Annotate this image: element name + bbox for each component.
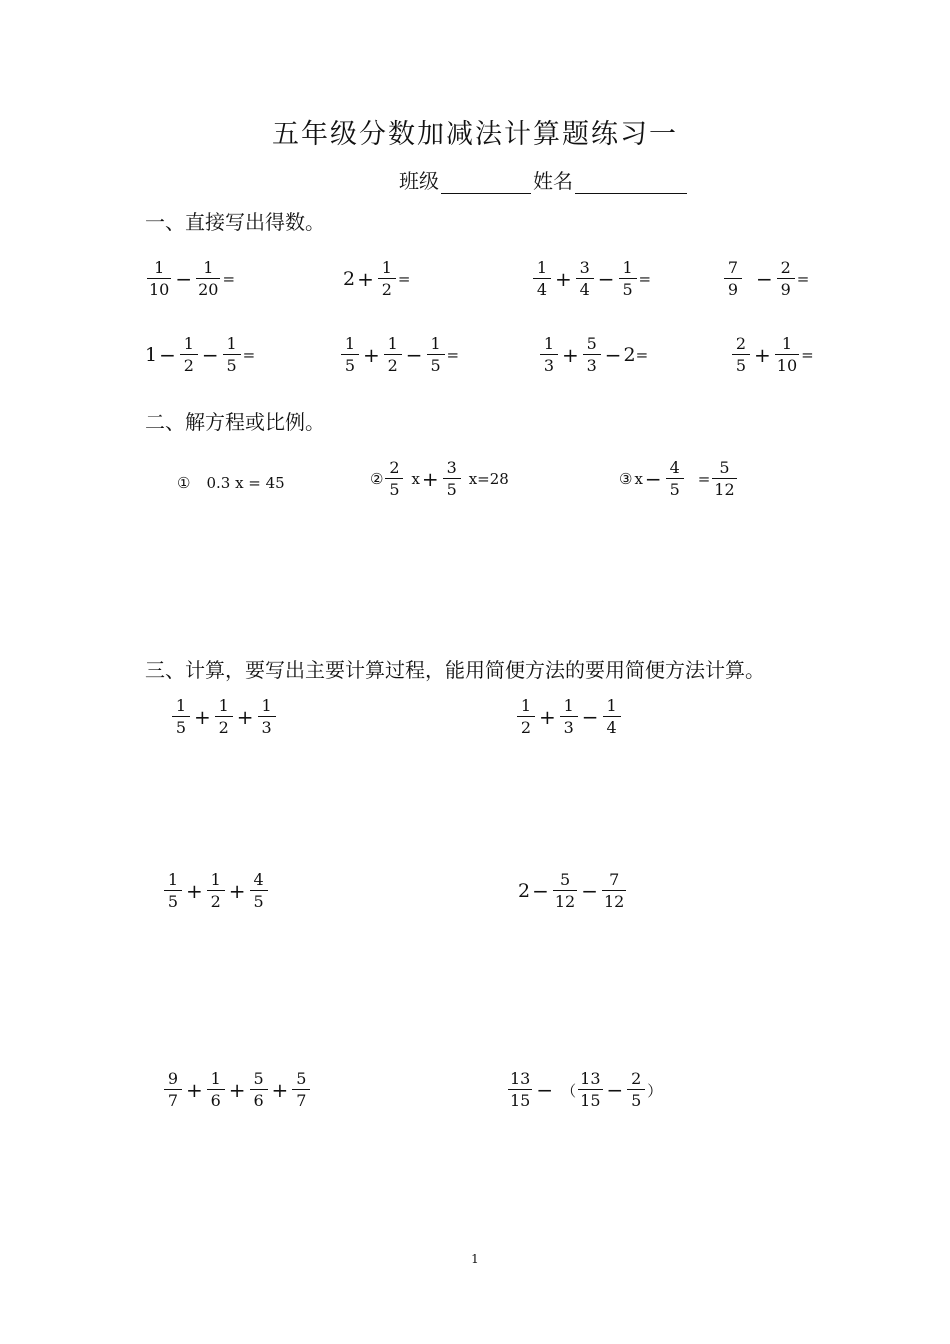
fraction: [712, 460, 736, 498]
numerator: 7: [727, 258, 739, 277]
operator: −: [604, 343, 622, 367]
operator: −: [532, 879, 549, 903]
fraction: [385, 460, 403, 498]
term: =: [697, 470, 711, 488]
denominator: 5: [164, 890, 182, 910]
term: =: [222, 270, 236, 288]
numerator: 5: [559, 870, 571, 889]
numerator: 1: [175, 696, 187, 715]
operator: −: [756, 267, 773, 291]
denominator: 2: [517, 716, 535, 736]
fraction: [627, 1071, 645, 1109]
numerator: 1: [167, 870, 179, 889]
fraction: [602, 872, 626, 910]
denominator: 5: [172, 716, 190, 736]
denominator: 3: [258, 716, 276, 736]
denominator: 6: [207, 1089, 225, 1109]
section-2-heading: 二、解方程或比例。: [145, 410, 325, 434]
operator: +: [357, 267, 374, 291]
term: ）: [647, 1081, 663, 1100]
term: x: [411, 470, 420, 488]
numerator: 5: [296, 1069, 307, 1088]
denominator: 5: [385, 478, 403, 498]
numerator: 1: [520, 696, 532, 715]
operator: −: [201, 343, 219, 367]
numerator: 1: [606, 696, 617, 715]
term: =: [446, 346, 460, 364]
problem-1b: [343, 260, 410, 298]
term: （: [561, 1081, 577, 1100]
numerator: 5: [253, 1069, 264, 1088]
section-1-heading: 一、直接写出得数。: [145, 210, 325, 234]
numerator: 1: [154, 258, 165, 277]
page-title: 五年级分数加减法计算题练习一: [272, 119, 678, 150]
denominator: 4: [576, 278, 594, 298]
problem-1g: [538, 336, 648, 374]
denominator: 3: [583, 354, 601, 374]
term: =28: [477, 470, 509, 488]
numerator: 1: [183, 334, 194, 353]
fraction: [378, 260, 396, 298]
numerator: 13: [580, 1069, 601, 1088]
denominator: 7: [292, 1089, 310, 1109]
operator: −: [581, 879, 598, 903]
equation-1: [177, 474, 285, 492]
term: 2: [343, 268, 356, 290]
denominator: 7: [164, 1089, 182, 1109]
numerator: 1: [203, 258, 214, 277]
numerator: 9: [167, 1069, 179, 1088]
denominator: 2: [215, 716, 233, 736]
term: =: [635, 346, 649, 364]
term: 2: [623, 344, 636, 366]
numerator: 1: [622, 258, 633, 277]
term: 0.3 x = 45: [206, 474, 285, 492]
student-info-line: [399, 165, 689, 194]
numerator: 7: [609, 870, 620, 889]
fraction: [215, 698, 233, 736]
fraction: [207, 872, 225, 910]
numerator: 5: [586, 334, 597, 353]
page-number: 1: [471, 1252, 479, 1266]
numerator: 1: [430, 334, 441, 353]
fraction: [560, 698, 578, 736]
denominator: 3: [560, 716, 578, 736]
term: x: [468, 470, 478, 488]
fraction: [341, 336, 359, 374]
denominator: 5: [341, 354, 359, 374]
fraction: [724, 260, 742, 298]
numerator: 1: [387, 334, 398, 353]
numerator: 4: [669, 458, 680, 477]
problem-3b: [515, 698, 623, 736]
denominator: 15: [580, 1091, 601, 1110]
operator: +: [539, 705, 556, 729]
problem-3a: [170, 698, 278, 736]
fraction: [164, 1071, 182, 1109]
operator: +: [186, 1078, 203, 1102]
fraction: [732, 336, 750, 374]
numerator: 1: [344, 334, 356, 353]
denominator: 5: [223, 354, 241, 374]
operator: −: [536, 1078, 554, 1102]
fraction: [427, 336, 445, 374]
denominator: 5: [443, 478, 461, 498]
fraction: [508, 1071, 532, 1109]
fraction: [576, 260, 594, 298]
denominator: 10: [776, 356, 798, 375]
denominator: 9: [724, 278, 742, 298]
numerator: 5: [719, 458, 730, 477]
fraction: [619, 260, 637, 298]
denominator: 6: [250, 1089, 268, 1109]
fraction: [540, 336, 558, 374]
operator: −: [644, 467, 662, 491]
numerator: 4: [253, 870, 264, 889]
denominator: 3: [540, 354, 558, 374]
denominator: 2: [180, 354, 198, 374]
denominator: 2: [384, 354, 402, 374]
denominator: 4: [533, 278, 551, 298]
term: ①: [177, 474, 191, 492]
denominator: 12: [714, 480, 735, 499]
numerator: 1: [261, 696, 272, 715]
denominator: 5: [627, 1089, 645, 1109]
numerator: 1: [218, 696, 229, 715]
numerator: 2: [631, 1069, 642, 1088]
denominator: 12: [603, 892, 625, 911]
operator: −: [175, 267, 193, 291]
fraction: [603, 698, 621, 736]
fraction: [517, 698, 535, 736]
fraction: [196, 260, 220, 298]
term: =: [801, 346, 814, 364]
operator: +: [271, 1078, 289, 1102]
fraction: [250, 1071, 268, 1109]
denominator: 9: [777, 278, 795, 298]
operator: +: [236, 705, 254, 729]
fraction: [223, 336, 241, 374]
denominator: 5: [250, 890, 268, 910]
denominator: 2: [378, 278, 396, 298]
numerator: 1: [543, 334, 555, 353]
operator: −: [597, 267, 615, 291]
denominator: 5: [427, 354, 445, 374]
numerator: 1: [226, 334, 237, 353]
problem-3e: [162, 1071, 312, 1109]
fraction: [583, 336, 601, 374]
operator: +: [228, 879, 246, 903]
denominator: 5: [732, 354, 750, 374]
term: =: [242, 346, 256, 364]
fraction: [180, 336, 198, 374]
operator: +: [555, 267, 572, 291]
problem-1d: [722, 260, 809, 298]
problem-1c: [531, 260, 651, 298]
operator: +: [194, 705, 211, 729]
fraction: [172, 698, 190, 736]
fraction: [533, 260, 551, 298]
numerator: 1: [210, 870, 221, 889]
numerator: 1: [536, 258, 548, 277]
problem-1h: [730, 336, 814, 374]
fraction: [147, 260, 171, 298]
numerator: 3: [579, 258, 590, 277]
numerator: 2: [780, 258, 791, 277]
class-blank[interactable]: [441, 171, 531, 194]
denominator: 5: [666, 478, 684, 498]
operator: +: [363, 343, 380, 367]
numerator: 1: [210, 1069, 221, 1088]
name-label: 姓名: [533, 169, 573, 193]
operator: +: [754, 343, 771, 367]
denominator: 4: [603, 716, 621, 736]
fraction: [777, 260, 795, 298]
problem-3d: [518, 872, 628, 910]
denominator: 10: [149, 280, 170, 299]
numerator: 2: [735, 334, 747, 353]
fraction: [164, 872, 182, 910]
fraction: [443, 460, 461, 498]
fraction: [250, 872, 268, 910]
section-3-heading: 三、计算，要写出主要计算过程，能用简便方法的要用简便方法计算。: [145, 658, 765, 682]
fraction: [292, 1071, 310, 1109]
denominator: 5: [619, 278, 637, 298]
fraction: [258, 698, 276, 736]
term: =: [796, 270, 810, 288]
operator: −: [159, 343, 176, 367]
term: 2: [518, 880, 531, 902]
operator: −: [581, 705, 599, 729]
denominator: 12: [554, 892, 576, 911]
fraction: [207, 1071, 225, 1109]
fraction: [553, 872, 577, 910]
denominator: 20: [198, 280, 219, 299]
operator: −: [405, 343, 423, 367]
numerator: 13: [510, 1069, 531, 1088]
operator: +: [562, 343, 579, 367]
fraction: [578, 1071, 602, 1109]
term: x: [634, 470, 643, 488]
denominator: 2: [207, 890, 225, 910]
numerator: 3: [446, 458, 457, 477]
problem-3c: [162, 872, 270, 910]
operator: +: [186, 879, 203, 903]
name-blank[interactable]: [575, 171, 687, 194]
operator: +: [228, 1078, 246, 1102]
problem-3f: [506, 1071, 662, 1109]
class-label: 班级: [399, 169, 439, 193]
term: ③: [619, 470, 633, 488]
problem-1e: [145, 336, 255, 374]
fraction: [384, 336, 402, 374]
operator: −: [606, 1078, 624, 1102]
term: ②: [370, 470, 384, 488]
problem-1a: [145, 260, 235, 298]
fraction: [775, 336, 799, 374]
equation-3: [619, 460, 739, 498]
operator: +: [421, 467, 439, 491]
numerator: 1: [381, 258, 392, 277]
fraction: [666, 460, 684, 498]
equation-2: [370, 460, 509, 498]
term: 1: [145, 344, 158, 366]
numerator: 1: [563, 696, 574, 715]
numerator: 1: [781, 334, 793, 353]
term: =: [397, 270, 411, 288]
term: =: [638, 270, 652, 288]
numerator: 2: [389, 458, 400, 477]
problem-1f: [339, 336, 459, 374]
denominator: 15: [510, 1091, 531, 1110]
